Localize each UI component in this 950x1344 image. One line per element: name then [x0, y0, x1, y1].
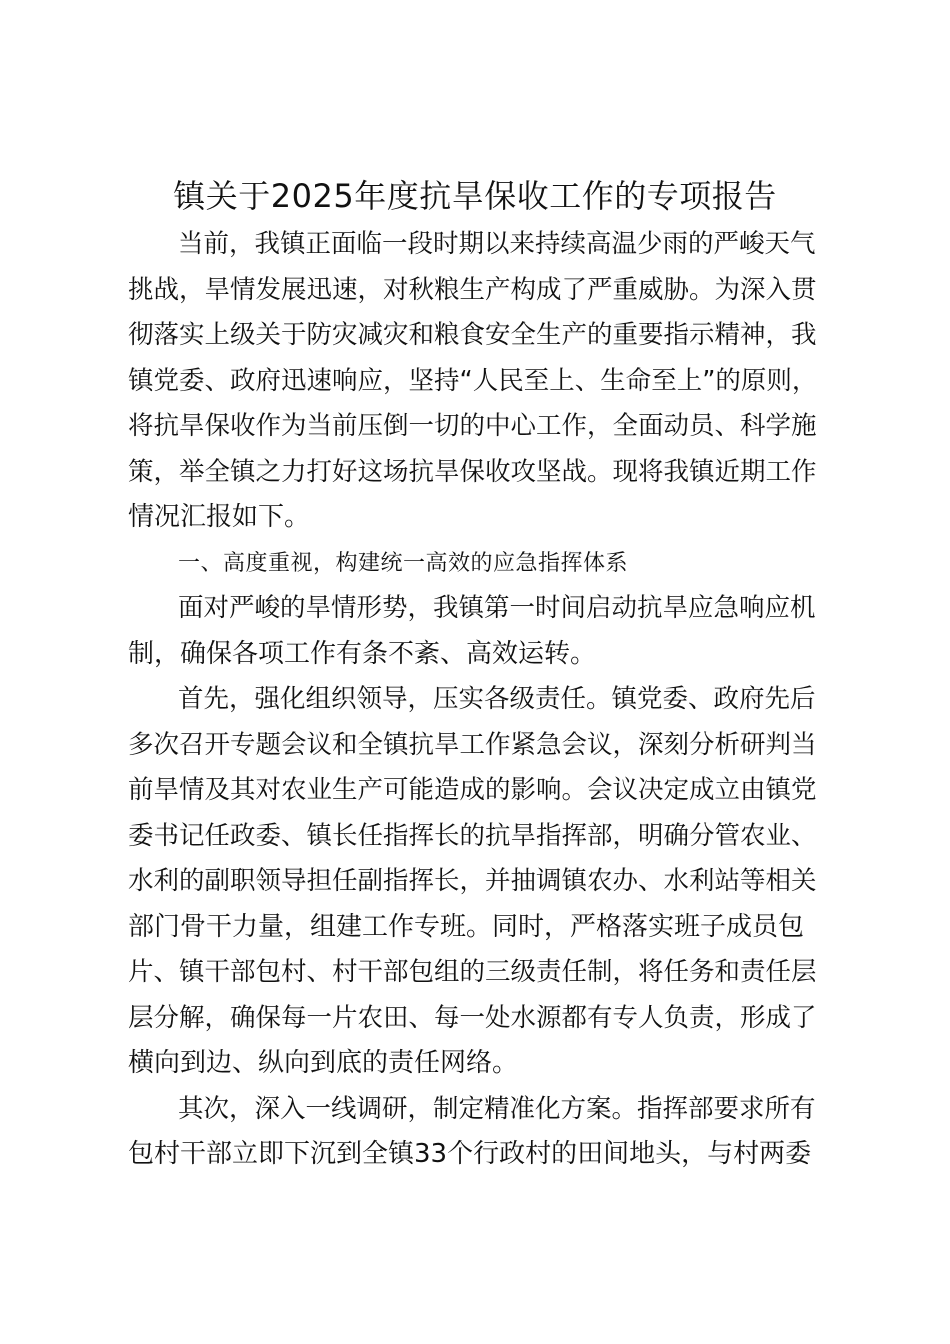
- paragraph-line: 水利的副职领导担任副指挥长，并抽调镇农办、水利站等相关: [128, 866, 817, 896]
- section-heading-line: 一、高度重视，构建统一高效的应急指挥体系: [178, 550, 629, 576]
- paragraph-line: 彻落实上级关于防灾减灾和粮食安全生产的重要指示精神，我: [128, 320, 817, 350]
- paragraph-line: 面对严峻的旱情形势，我镇第一时间启动抗旱应急响应机: [178, 593, 816, 623]
- paragraph-line: 当前，我镇正面临一段时期以来持续高温少雨的严峻天气: [178, 229, 816, 259]
- paragraph-line: 片、镇干部包村、村干部包组的三级责任制，将任务和责任层: [128, 957, 817, 987]
- paragraph-line: 策，举全镇之力打好这场抗旱保收攻坚战。现将我镇近期工作: [128, 456, 817, 487]
- paragraph-line: 多次召开专题会议和全镇抗旱工作紧急会议，深刻分析研判当: [128, 729, 817, 760]
- paragraph-line: 首先，强化组织领导，压实各级责任。镇党委、政府先后: [178, 684, 816, 714]
- paragraph-line: 包村干部立即下沉到全镇33个行政村的田间地头，与村两委: [128, 1139, 812, 1169]
- document-title: 镇关于2025年度抗旱保收工作的专项报告: [173, 177, 777, 215]
- paragraph-line: 将抗旱保收作为当前压倒一切的中心工作，全面动员、科学施: [128, 411, 817, 441]
- paragraph-line: 制，确保各项工作有条不紊、高效运转。: [128, 638, 597, 669]
- paragraph-line: 镇党委、政府迅速响应，坚持“人民至上、生命至上”的原则，: [128, 365, 818, 396]
- paragraph-line: 部门骨干力量，组建工作专班。同时，严格落实班子成员包: [128, 911, 805, 942]
- paragraph-line: 其次，深入一线调研，制定精准化方案。指挥部要求所有: [178, 1093, 816, 1124]
- paragraph-line: 挑战，旱情发展迅速，对秋粮生产构成了严重威胁。为深入贯: [128, 274, 817, 305]
- paragraph-line: 情况汇报如下。: [128, 502, 311, 532]
- paragraph-line: 委书记任政委、镇长任指挥长的抗旱指挥部，明确分管农业、: [128, 820, 817, 851]
- paragraph-line: 横向到边、纵向到底的责任网络。: [128, 1048, 519, 1078]
- paragraph-line: 层分解，确保每一片农田、每一处水源都有专人负责，形成了: [128, 1002, 817, 1033]
- document-body: [128, 222, 820, 1178]
- paragraph-line: 前旱情及其对农业生产可能造成的影响。会议决定成立由镇党: [128, 775, 817, 805]
